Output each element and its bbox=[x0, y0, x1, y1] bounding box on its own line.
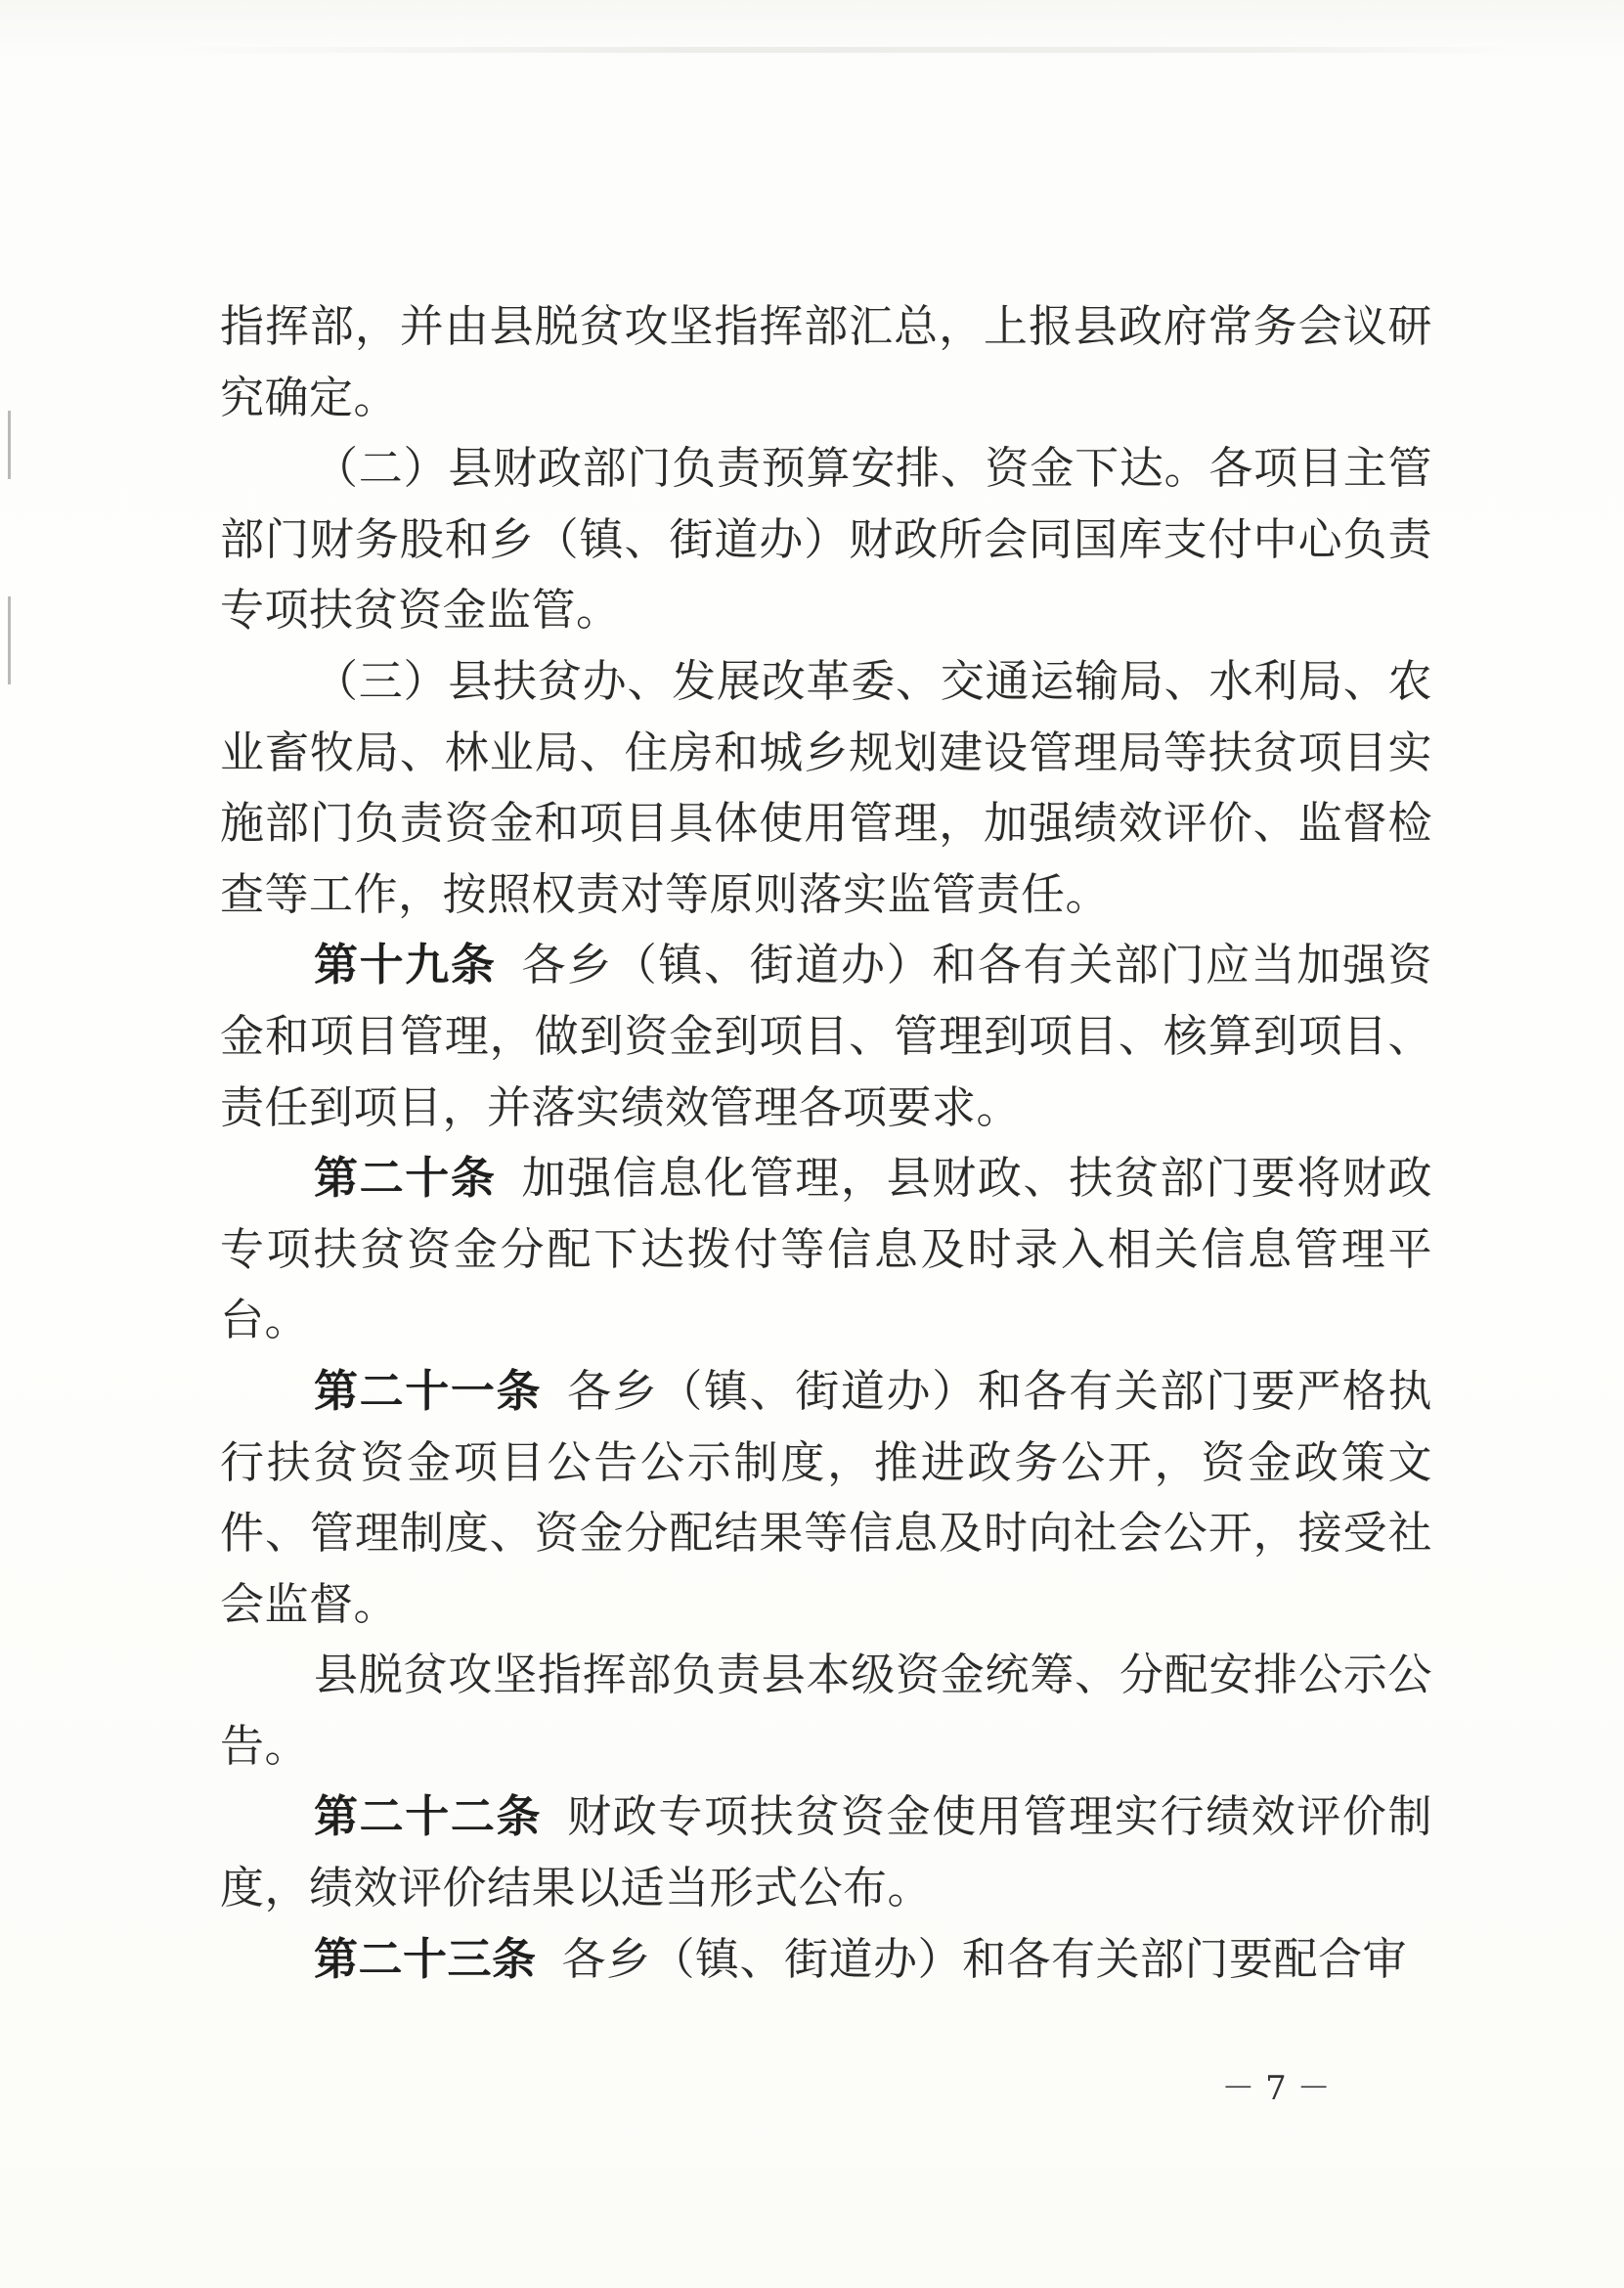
paragraph-text: 各乡（镇、街道办）和各有关部门要配合审 bbox=[561, 1932, 1408, 1985]
document-body bbox=[220, 291, 1432, 1995]
paragraph-text: （二）县财政部门负责预算安排、资金下达。各项目主管部门财务股和乡（镇、街道办）财政所会同国库支付中心负责专项扶贫资金监管。 bbox=[220, 442, 1432, 637]
paragraph bbox=[220, 1640, 1432, 1782]
paragraph-text: 指挥部，并由县脱贫攻坚指挥部汇总，上报县政府常务会议研究确定。 bbox=[220, 300, 1432, 423]
article-number: 第二十三条 bbox=[314, 1932, 537, 1985]
paragraph-text: 财政专项扶贫资金使用管理实行绩效评价制度，绩效评价结果以适当形式公布。 bbox=[220, 1790, 1432, 1914]
article-paragraph bbox=[220, 1924, 1432, 1996]
article-paragraph bbox=[220, 930, 1432, 1143]
article-paragraph bbox=[220, 1782, 1432, 1923]
scan-margin-mark bbox=[8, 411, 11, 479]
paragraph-text: 加强信息化管理，县财政、扶贫部门要将财政专项扶贫资金分配下达拨付等信息及时录入相关信息管理平台。 bbox=[220, 1152, 1432, 1346]
article-number: 第二十条 bbox=[314, 1152, 497, 1205]
paragraph bbox=[220, 291, 1432, 433]
scan-edge-shadow bbox=[166, 47, 1515, 53]
paragraph-text: 各乡（镇、街道办）和各有关部门应当加强资金和项目管理，做到资金到项目、管理到项目、核算到项目、责任到项目，并落实绩效管理各项要求。 bbox=[220, 939, 1432, 1133]
article-number: 第二十一条 bbox=[314, 1364, 543, 1417]
article-number: 第二十二条 bbox=[314, 1790, 543, 1843]
page-number: － 7 － bbox=[1221, 2069, 1331, 2108]
article-paragraph bbox=[220, 1143, 1432, 1356]
paragraph bbox=[220, 433, 1432, 646]
paragraph-text: 县脱贫攻坚指挥部负责县本级资金统筹、分配安排公示公告。 bbox=[220, 1649, 1432, 1772]
scan-margin-mark bbox=[8, 596, 11, 684]
article-paragraph bbox=[220, 1356, 1432, 1640]
paragraph-text: 各乡（镇、街道办）和各有关部门要严格执行扶贫资金项目公告公示制度，推进政务公开，资金政策文件、管理制度、资金分配结果等信息及时向社会公开，接受社会监督。 bbox=[220, 1364, 1432, 1630]
article-number: 第十九条 bbox=[314, 939, 497, 991]
paragraph-text: （三）县扶贫办、发展改革委、交通运输局、水利局、农业畜牧局、林业局、住房和城乡规划建设管理局等扶贫项目实施部门负责资金和项目具体使用管理，加强绩效评价、监督检查等工作，按照权责对等原则落实监管责任。 bbox=[220, 654, 1432, 920]
paragraph bbox=[220, 646, 1432, 930]
